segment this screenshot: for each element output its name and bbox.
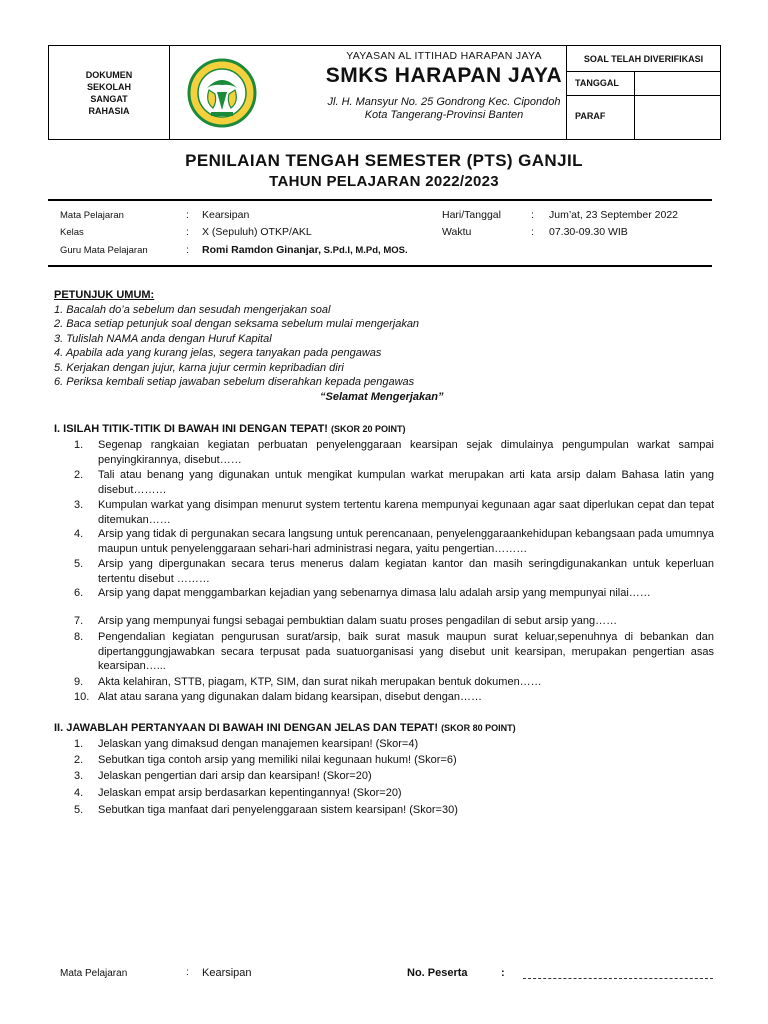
kelas-label: Kelas [60,227,84,238]
section-2-title [54,722,516,734]
confidential-note [49,46,170,139]
kelas-value: X (Sepuluh) OTKP/AKL [202,226,312,238]
hari-label: Hari/Tanggal [442,209,501,221]
paraf-row [567,96,720,139]
question-item: 9. Akta kelahiran, STTB, piagam, KTP, SIM, dan surat nikah merupakan bentuk dokumen…… [74,676,542,688]
school-logo-icon [187,58,257,128]
question-item: 3. Jelaskan pengertian dari arsip dan kearsipan! (Skor=20) [74,770,372,782]
question-item: 4. Jelaskan empat arsip berdasarkan kepentingannya! (Skor=20) [74,787,402,799]
logo-cell [170,46,274,139]
question-item: 2. Tali atau benang yang digunakan untuk mengikat kumpulan warkat merupakan arti kata arsip dalam Bahasa latin yang disebut……… [74,469,714,496]
section-1-heading: I. ISILAH TITIK-TITIK DI BAWAH INI DENGAN TEPAT! [54,423,332,435]
colon: : [501,967,505,979]
academic-year: TAHUN PELAJARAN 2022/2023 [269,173,499,190]
footer-mapel-value: Kearsipan [202,967,252,979]
question-item: 1. Segenap rangkaian kegiatan perbuatan penyelenggaraan kearsipan sejak dimulainya pengumpulan warkat sampai penyingkirannya, disebut…… [74,439,714,466]
divider-top [48,199,712,201]
section-1-score: (SKOR 20 POINT) [331,424,406,434]
waktu-value: 07.30-09.30 WIB [549,226,628,238]
guru-degree: S.Pd.I, M.Pd, MOS. [321,245,408,256]
colon: : [531,209,534,221]
waktu-label: Waktu [442,226,472,238]
petunjuk-item: 1. Bacalah do’a sebelum dan sesudah mengerjakan soal [54,304,331,316]
question-item: 5. Arsip yang dipergunakan secara terus menerus dalam kegiatan kantor dan masih seringdigunakankan untuk keperluan tertentu disebut ……… [74,558,714,585]
section-2-score: (SKOR 80 POINT) [441,723,516,733]
petunjuk-title: PETUNJUK UMUM: [54,289,155,301]
verified-label: SOAL TELAH DIVERIFIKASI [567,46,720,72]
paraf-label: PARAF [575,111,606,121]
closing-greeting: “Selamat Mengerjakan” [320,391,444,403]
mapel-value: Kearsipan [202,209,250,221]
question-item: 7. Arsip yang mempunyai fungsi sebagai pembuktian dalam suatu proses pengadilan di sebut arsip yang…… [74,615,618,627]
question-item: 8. Pengendalian kegiatan pengurusan surat/arsip, baik surat masuk maupun surat keluar,sepenuhnya di bebankan dan dipertanggungjawabkan secara terpusat pada suatuorganisasi yang disebut unit kearsipan, merupakan pengertian asas kearsipan…... [74,631,714,672]
header-box [48,45,721,140]
section-2-heading: II. JAWABLAH PERTANYAAN DI BAWAH INI DENGAN JELAS DAN TEPAT! [54,722,442,734]
footer-mapel-label: Mata Pelajaran [60,968,128,979]
colon: : [186,244,189,256]
footer-peserta-label: No. Peserta [407,967,468,979]
question-item: 6. Arsip yang dapat menggambarkan kejadian yang sebenarnya dimasa lalu adalah arsip yang mempunyai nilai…… [74,587,651,599]
peserta-fill-line[interactable] [523,977,713,979]
school-address-line2: Kota Tangerang-Provinsi Banten [364,109,524,121]
tanggal-label: TANGGAL [575,78,619,88]
school-address-line1: Jl. H. Mansyur No. 25 Gondrong Kec. Cipondoh [327,96,561,108]
confidential-text: DOKUMEN SEKOLAH SANGAT RAHASIA [85,69,133,116]
verification-table [566,46,720,139]
hari-value: Jum’at, 23 September 2022 [549,209,678,221]
tanggal-row [567,72,720,96]
guru-value [202,244,408,256]
question-item: 3. Kumpulan warkat yang disimpan menurut system tertentu karena mempunyai kegunaan agar saat diperlukan cepat dan tepat ditemukan…… [74,499,714,526]
colon: : [531,226,534,238]
foundation-name: YAYASAN AL ITTIHAD HARAPAN JAYA [346,50,542,62]
petunjuk-item: 3. Tulislah NAMA anda dengan Huruf Kapital [54,333,272,345]
question-item: 1. Jelaskan yang dimaksud dengan manajemen kearsipan! (Skor=4) [74,738,419,750]
section-1-title [54,423,406,435]
colon: : [186,209,189,221]
guru-name: Romi Ramdon Ginanjar, [202,244,322,256]
petunjuk-item: 5. Kerjakan dengan jujur, karna jujur cermin kepribadian diri [54,362,344,374]
petunjuk-item: 2. Baca setiap petunjuk soal dengan seksama sebelum mulai mengerjakan [54,318,420,330]
colon: : [186,226,189,238]
divider-bottom [48,265,712,267]
school-identity [274,46,614,139]
question-item: 2. Sebutkan tiga contoh arsip yang memiliki nilai kegunaan hukum! (Skor=6) [74,754,457,766]
guru-label: Guru Mata Pelajaran [60,245,148,256]
petunjuk-item: 4. Apabila ada yang kurang jelas, segera tanyakan pada pengawas [54,347,382,359]
exam-title: PENILAIAN TENGAH SEMESTER (PTS) GANJIL [185,151,583,170]
question-item: 10. Alat atau sarana yang digunakan dalam bidang kearsipan, disebut dengan…… [74,691,483,703]
school-name: SMKS HARAPAN JAYA [325,64,563,87]
colon: : [186,967,189,978]
petunjuk-item: 6. Periksa kembali setiap jawaban sebelum diserahkan kepada pengawas [54,376,415,388]
mapel-label: Mata Pelajaran [60,210,124,221]
question-item: 4. Arsip yang tidak di pergunakan secara langsung untuk perencanaan, penyelenggaraankehidupan kebangsaan pada umumnya maupun untuk penyelenggaraan sehari-hari administrasi negara, yaitu pengertian……… [74,528,714,555]
question-item: 5. Sebutkan tiga manfaat dari penyelenggaraan sistem kearsipan! (Skor=30) [74,804,458,816]
